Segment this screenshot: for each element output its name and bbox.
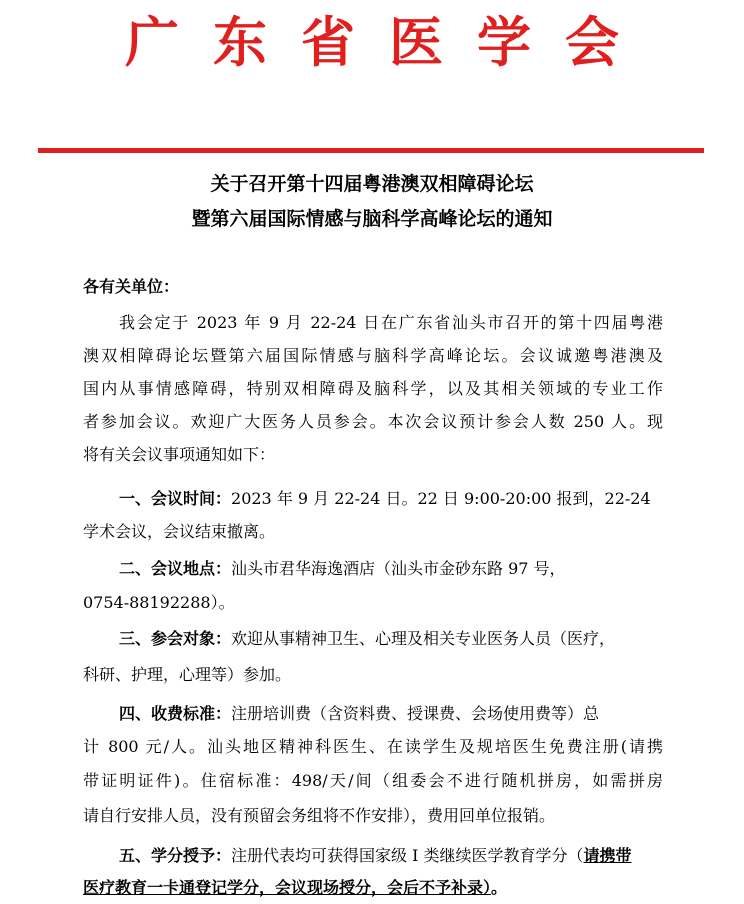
item-credits-text: 注册代表均可获得国家级 I 类继续医学教育学分（ (231, 846, 584, 865)
item-audience-line-2: 科研、护理，心理等）参加。 (83, 665, 292, 684)
intro-line-3: 国内从事情感障碍，特别双相障碍及脑科学，以及其相关领域的专业工作 (83, 379, 663, 398)
header-divider (38, 148, 704, 153)
item-time-line-2: 学术会议，会议结束撤离。 (83, 522, 276, 541)
intro-line-1: 我会定于 2023 年 9 月 22-24 日在广东省汕头市召开的第十四届粤港 (119, 313, 663, 332)
item-time-line-1 (83, 483, 663, 515)
item-fees-line-2: 计 800 元/人。汕头地区精神科医生、在读学生及规培医生免费注册(请携 (83, 737, 663, 756)
item-audience-label: 三、参会对象： (119, 629, 232, 648)
item-credits-line-2 (83, 872, 663, 904)
item-credits-label: 五、学分授予： (119, 846, 232, 865)
item-fees-label: 四、收费标准： (119, 704, 232, 723)
salutation: 各有关单位： (83, 277, 180, 296)
org-masthead: 广东省医学会 (125, 10, 653, 74)
item-venue-label: 二、会议地点： (119, 559, 232, 578)
item-credits-line-1 (83, 840, 663, 872)
intro-line-2: 澳双相障碍论坛暨第六届国际情感与脑科学高峰论坛。会议诚邀粤港澳及 (83, 346, 663, 365)
intro-line-5: 将有关会议事项通知如下： (83, 445, 276, 464)
item-venue-text: 汕头市君华海逸酒店（汕头市金砂东路 97 号， (231, 559, 566, 578)
item-audience-line-1 (83, 623, 663, 655)
item-audience-text: 欢迎从事精神卫生、心理及相关专业医务人员（医疗， (231, 629, 616, 648)
item-fees-text: 注册培训费（含资料费、授课费、会场使用费等）总 (231, 704, 600, 723)
item-time-text: 2023 年 9 月 22-24 日。22 日 9:00-20:00 报到，22-24 (231, 489, 651, 508)
item-fees-line-1 (83, 698, 663, 730)
intro-line-4: 者参加会议。欢迎广大医务人员参会。本次会议预计参会人数 250 人。现 (83, 412, 663, 431)
item-fees-line-3: 带证明证件)。住宿标准：498/天/间（组委会不进行随机拼房，如需拼房 (83, 771, 663, 790)
item-venue-line-2: 0754-88192288）。 (83, 593, 235, 612)
item-credits-end: 。 (491, 878, 508, 897)
item-time-label: 一、会议时间： (119, 489, 232, 508)
item-fees-line-4: 请自行安排人员，没有预留会务组将不作安排），费用回单位报销。 (83, 806, 556, 825)
notice-title-line-2: 暨第六届国际情感与脑科学高峰论坛的通知 (191, 208, 553, 230)
notice-title-line-1: 关于召开第十四届粤港澳双相障碍论坛 (210, 173, 534, 195)
item-credits-emphasis-1: 请携带 (583, 846, 632, 865)
item-credits-emphasis-2: 医疗教育一卡通登记学分，会议现场授分，会后不予补录） (83, 878, 492, 897)
item-venue-line-1 (83, 553, 663, 585)
